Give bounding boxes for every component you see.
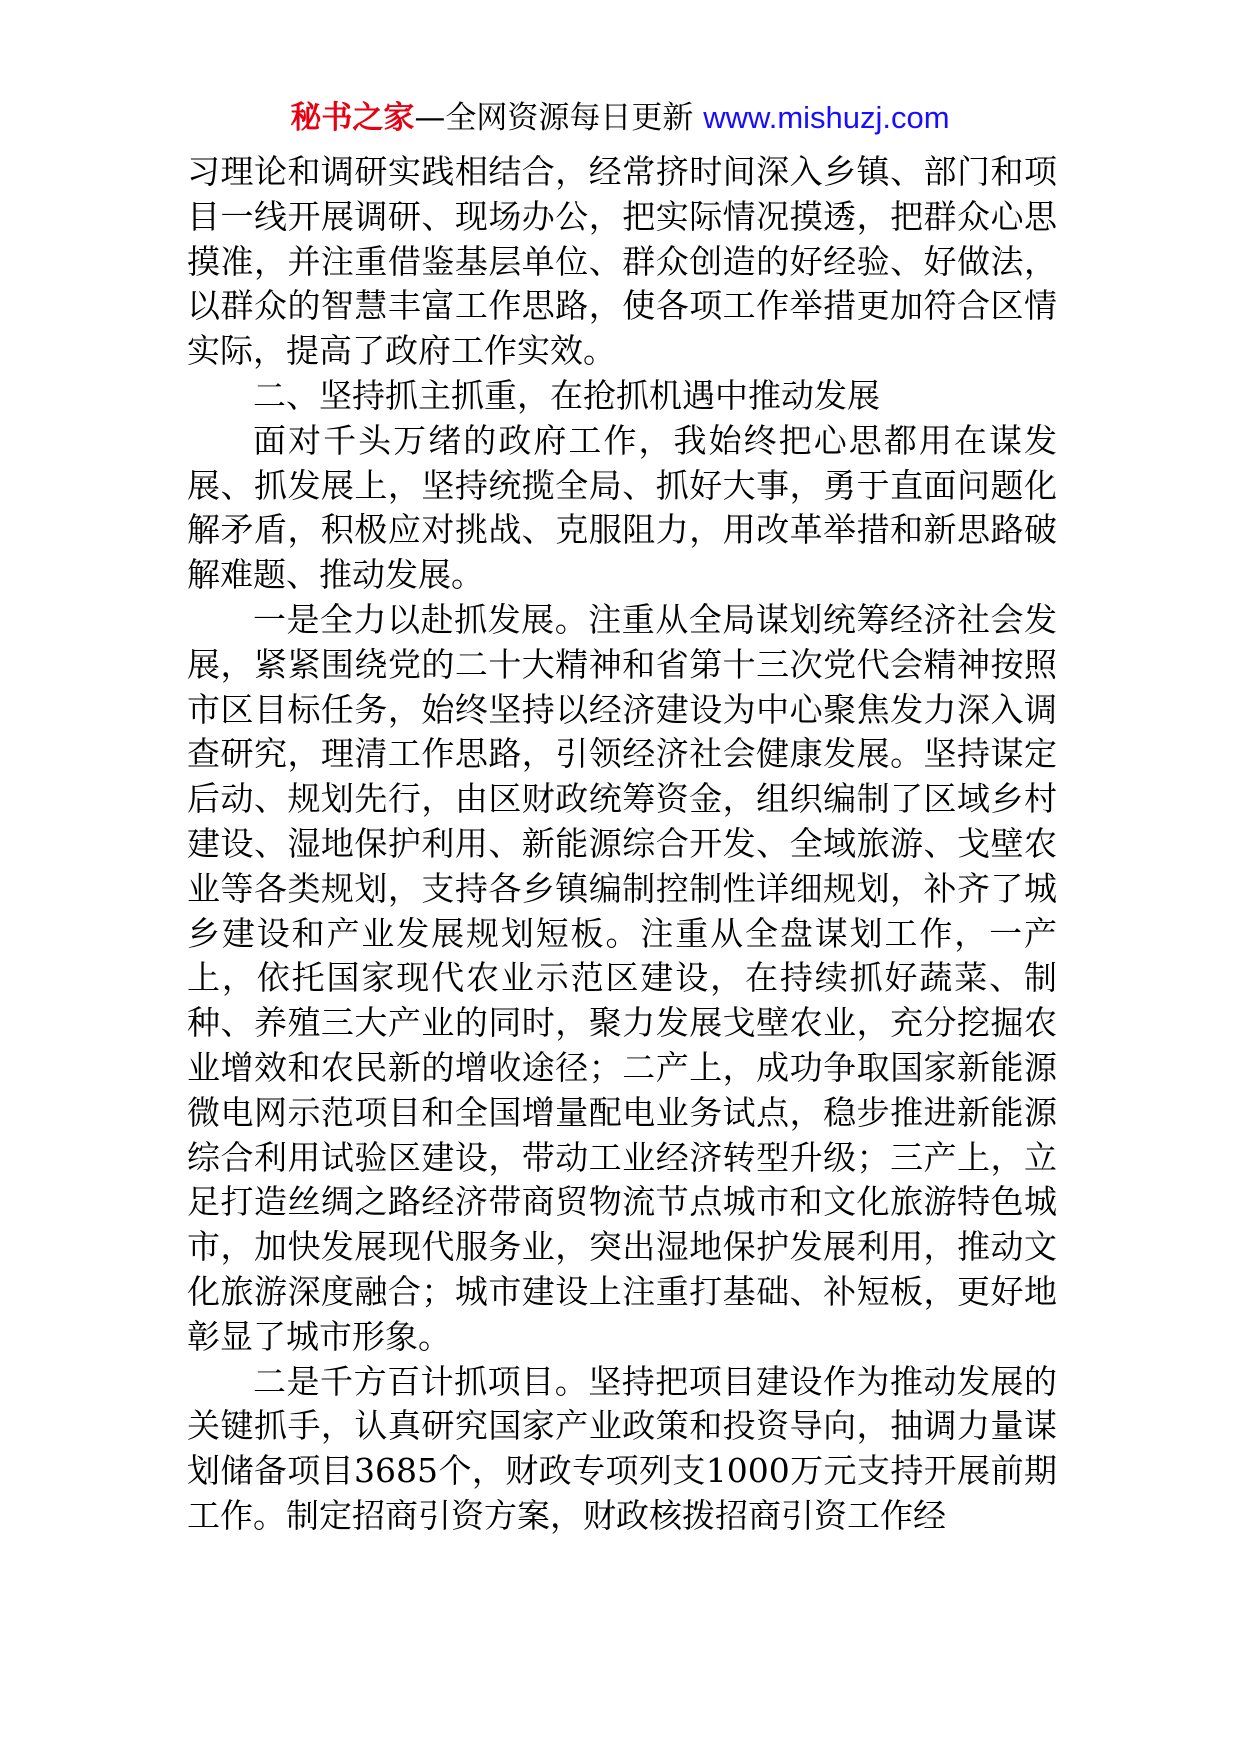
- section-heading: 二、坚持抓主抓重，在抢抓机遇中推动发展: [253, 375, 880, 415]
- header-tagline: —全网资源每日更新: [414, 100, 694, 136]
- header-brand: 秘书之家: [290, 100, 415, 136]
- page-header: [0, 98, 1240, 138]
- document-body: [187, 150, 1057, 1539]
- paragraph: 面对千头万绪的政府工作，我始终把心思都用在谋发展、抓发展上，坚持统揽全局、抓好大事，勇于直面问题化解矛盾，积极应对挑战、克服阻力，用改革举措和新思路破解难题、推动发展。: [187, 420, 1057, 595]
- paragraph: 二是千方百计抓项目。坚持把项目建设作为推动发展的关键抓手，认真研究国家产业政策和投资导向，抽调力量谋划储备项目3685个，财政专项列支1000万元支持开展前期工作。制定招商引资方案，财政核拨招商引资工作经: [187, 1361, 1057, 1535]
- paragraph: 一是全力以赴抓发展。注重从全局谋划统筹经济社会发展，紧紧围绕党的二十大精神和省第十三次党代会精神按照市区目标任务，始终坚持以经济建设为中心聚焦发力深入调查研究，理清工作思路，引领经济社会健康发展。坚持谋定后动、规划先行，由区财政统筹资金，组织编制了区域乡村建设、湿地保护利用、新能源综合开发、全域旅游、戈壁农业等各类规划，支持各乡镇编制控制性详细规划，补齐了城乡建设和产业发展规划短板。注重从全盘谋划工作，一产上，依托国家现代农业示范区建设，在持续抓好蔬菜、制种、养殖三大产业的同时，聚力发展戈壁农业，充分挖掘农业增效和农民新的增收途径；二产上，成功争取国家新能源微电网示范项目和全国增量配电业务试点，稳步推进新能源综合利用试验区建设，带动工业经济转型升级；三产上，立足打造丝绸之路经济带商贸物流节点城市和文化旅游特色城市，加快发展现代服务业，突出湿地保护发展利用，推动文化旅游深度融合；城市建设上注重打基础、补短板，更好地彰显了城市形象。: [187, 599, 1057, 1356]
- header-site-url[interactable]: www.mishuzj.com: [703, 100, 950, 135]
- paragraph-continuation: 习理论和调研实践相结合，经常挤时间深入乡镇、部门和项目一线开展调研、现场办公，把实际情况摸透，把群众心思摸准，并注重借鉴基层单位、群众创造的好经验、好做法，以群众的智慧丰富工作思路，使各项工作举措更加符合区情实际，提高了政府工作实效。: [187, 152, 1057, 371]
